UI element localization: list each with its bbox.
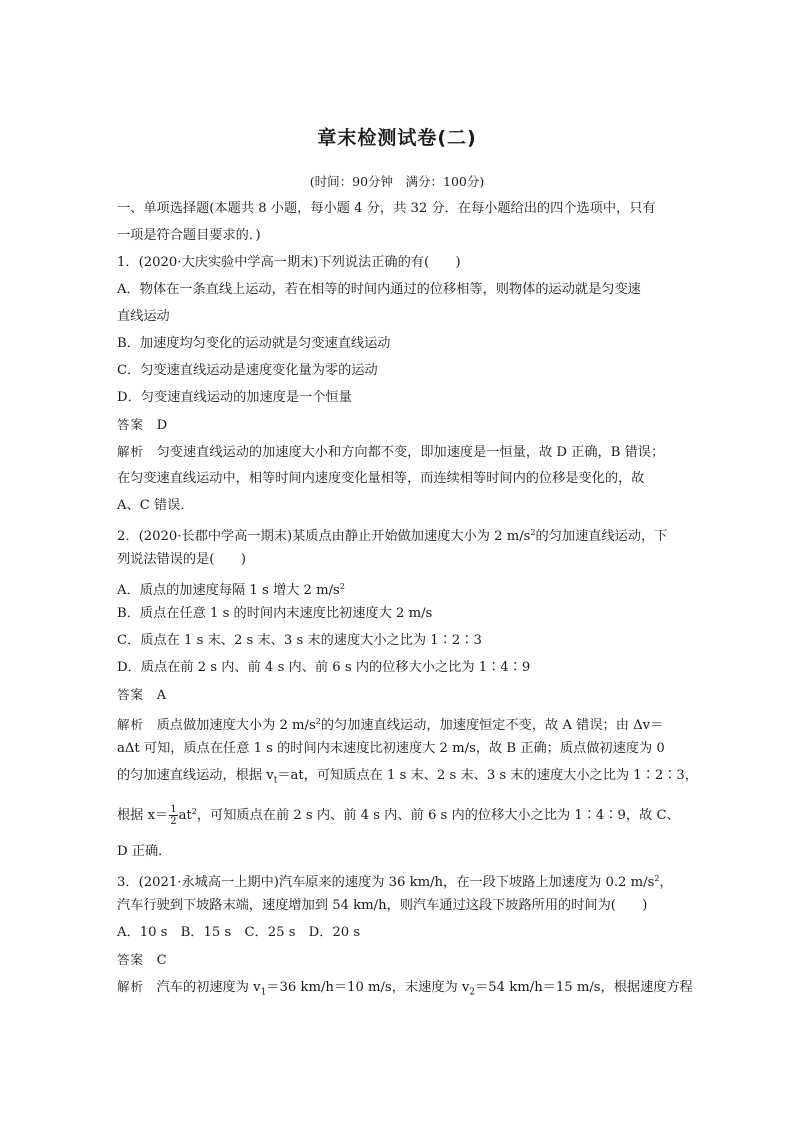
q3-answer-value: C [156,953,167,968]
q2-option-c: C．质点在 1 s 末、2 s 末、3 s 末的速度大小之比为 1∶2∶3 [117,633,482,648]
q2-analysis-line3 [117,767,698,790]
q1-answer [117,416,167,435]
superscript: 2 [191,807,197,816]
q3-stem [117,870,673,892]
q2-option-b: B．质点在任意 1 s 的时间内末速度比初速度大 2 m/s [117,606,433,621]
subscript: t [273,775,278,786]
q2-option-a [117,578,345,600]
q1-answer-value: D [156,418,168,433]
fraction-numerator: 1 [170,804,177,815]
analysis-label: 解析 [117,444,145,459]
q2-analysis-end: D 正确． [117,844,172,859]
answer-label: 答案 [117,952,145,967]
q3-answer [117,951,167,970]
q3-stem-text: 3．(2021·永城高一上期中)汽车原来的速度为 36 km/h，在一段下坡路上加速度为 0.2 m/s [117,875,655,890]
analysis-label: 解析 [117,717,145,732]
q2-stem-text-b: 的匀加速直线运动，下 [535,529,668,544]
q2-analysis-text-b: 的匀加速直线运动，加速度恒定不变，故 A 错误；由 Δv＝ [320,718,664,733]
q1-stem: 1．(2020·大庆实验中学高一期末)下列说法正确的有( ) [117,255,461,270]
superscript: 2 [654,874,660,883]
q3-analysis-text-c: ＝54 km/h＝15 m/s，根据速度方程 [475,980,693,995]
q1-analysis-cont: 在匀变速直线运动中，相等时间内速度变化量相等，而连续相等时间内的位移是变化的，故 [117,471,645,486]
q3-analysis-text-b: ＝36 km/h＝10 m/s，末速度为 v [266,980,470,995]
answer-label: 答案 [117,687,145,702]
q3-stem-text-b: ， [659,875,673,890]
q2-analysis-text-f: at [178,808,192,823]
q1-analysis-text: 匀变速直线运动的加速度大小和方向都不变，即加速度是一恒量，故 D 正确，B 错误； [156,445,665,460]
superscript: 2 [339,582,345,591]
q1-option-b: B．加速度均匀变化的运动就是匀变速直线运动 [117,336,391,351]
q1-option-a-cont: 直线运动 [117,309,170,324]
q3-options: A．10 s B．15 s C．25 s D．20 s [117,925,361,940]
q2-analysis-text-d: ＝at，可知质点在 1 s 末、2 s 末、3 s 末的速度大小之比为 1∶2∶3， [277,768,698,783]
q2-analysis [117,713,663,735]
superscript: 2 [530,528,536,537]
q2-option-a-text: A．质点的加速度每隔 1 s 增大 2 m/s [117,583,340,598]
q1-analysis-end: A、C 错误． [117,498,194,513]
q2-analysis-text-c: 的匀加速直线运动，根据 v [117,768,274,783]
q2-stem [117,524,667,546]
superscript: 2 [315,717,321,726]
q2-analysis-text-e: 根据 x＝ [117,808,169,823]
q2-option-d: D．质点在前 2 s 内、前 4 s 内、前 6 s 内的位移大小之比为 1∶4∶9 [117,660,531,675]
q2-answer [117,686,166,705]
section-heading: 一、单项选择题(本题共 8 小题，每小题 4 分，共 32 分．在每小题给出的四个选项中，只有 [117,201,656,216]
section-heading-cont: 一项是符合题目要求的．) [117,228,261,243]
analysis-label: 解析 [117,979,145,994]
q2-analysis-text: 质点做加速度大小为 2 m/s [156,718,316,733]
subscript: 2 [469,987,476,998]
q3-analysis [117,978,693,1002]
q1-option-a: A．物体在一条直线上运动，若在相等的时间内通过的位移相等，则物体的运动就是匀变速 [117,282,641,297]
subscript: 1 [260,987,267,998]
q1-analysis [117,443,664,462]
q2-stem-text: 2．(2020·长郡中学高一期末)某质点由静止开始做加速度大小为 2 m/s [117,529,531,544]
q3-stem-cont: 汽车行驶到下坡路末端，速度增加到 54 km/h，则汽车通过这段下坡路所用的时间为( ) [117,898,648,913]
q1-option-d: D．匀变速直线运动的加速度是一个恒量 [117,390,352,405]
page-title: 章末检测试卷(二) [317,127,477,149]
exam-info: (时间：90分钟 满分：100分) [309,174,485,189]
q2-analysis-line4 [117,803,680,827]
q2-analysis-line2: aΔt 可知，质点在任意 1 s 的时间内末速度比初速度大 2 m/s，故 B 正确；质点做初速度为 0 [117,741,665,756]
answer-label: 答案 [117,417,145,432]
q1-option-c: C．匀变速直线运动是速度变化量为零的运动 [117,363,378,378]
q2-answer-value: A [156,688,167,703]
q2-stem-cont: 列说法错误的是( ) [117,552,246,567]
fraction-denominator: 2 [170,816,177,827]
fraction-one-half [169,804,177,827]
q2-analysis-text-g: ，可知质点在前 2 s 内、前 4 s 内、前 6 s 内的位移大小之比为 1∶4∶9，故 C、 [196,808,680,823]
q3-analysis-text: 汽车的初速度为 v [156,980,261,995]
